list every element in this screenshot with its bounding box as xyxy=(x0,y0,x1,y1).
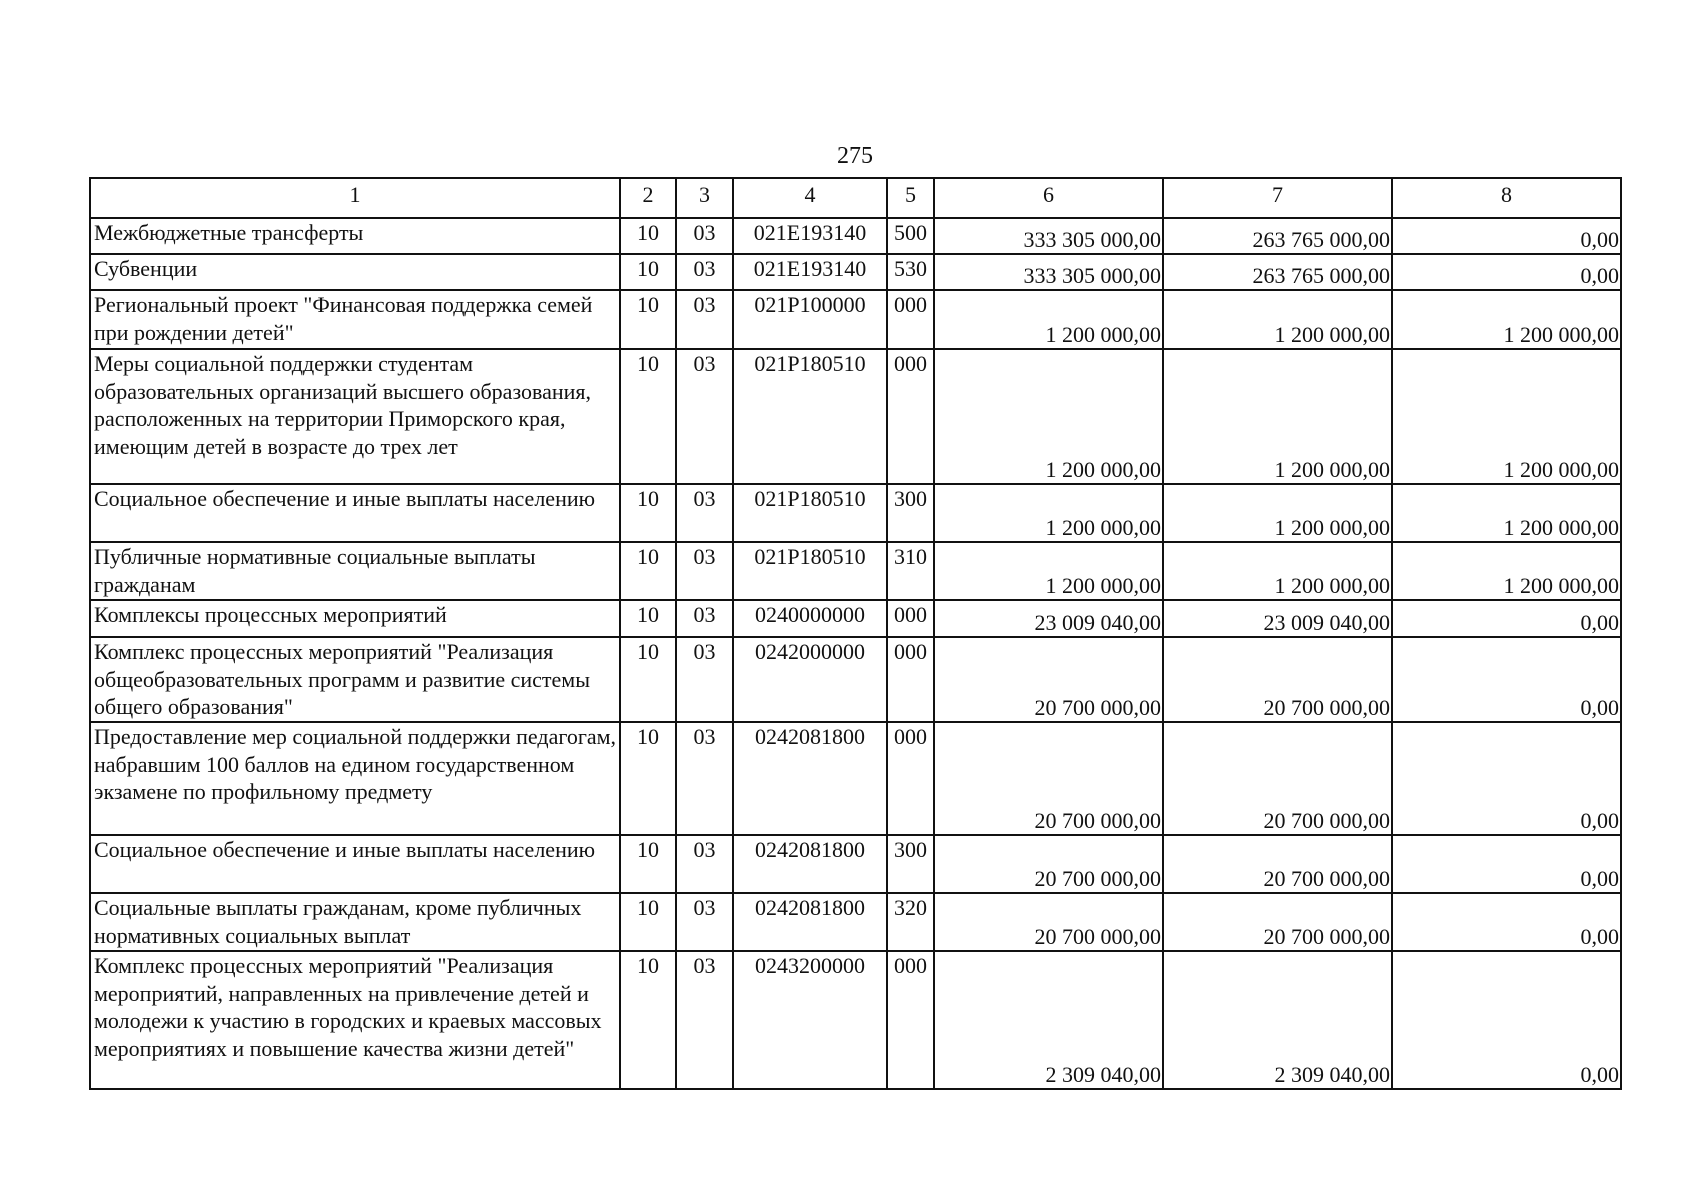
section-cell: 10 xyxy=(620,254,676,290)
table-row xyxy=(90,254,1621,290)
target-article-cell: 021P180510 xyxy=(733,484,887,542)
header-row xyxy=(90,178,1621,218)
section-cell: 10 xyxy=(620,542,676,600)
amount-cell: 20 700 000,00 xyxy=(1163,835,1392,893)
subsection-cell: 03 xyxy=(676,951,733,1089)
amount-cell: 0,00 xyxy=(1392,637,1621,722)
amount-cell: 0,00 xyxy=(1392,893,1621,951)
amount-cell: 20 700 000,00 xyxy=(1163,637,1392,722)
amount-cell: 20 700 000,00 xyxy=(934,835,1163,893)
row-name-cell: Субвенции xyxy=(90,254,620,290)
budget-table xyxy=(89,177,1622,1090)
header-cell: 7 xyxy=(1163,178,1392,218)
section-cell: 10 xyxy=(620,835,676,893)
expense-type-cell: 310 xyxy=(887,542,934,600)
target-article-cell: 021E193140 xyxy=(733,218,887,254)
amount-cell: 20 700 000,00 xyxy=(934,722,1163,835)
section-cell: 10 xyxy=(620,349,676,484)
header-cell: 8 xyxy=(1392,178,1621,218)
header-cell: 6 xyxy=(934,178,1163,218)
target-article-cell: 021P100000 xyxy=(733,290,887,349)
amount-cell: 1 200 000,00 xyxy=(1163,290,1392,349)
table-row xyxy=(90,218,1621,254)
amount-cell: 1 200 000,00 xyxy=(934,290,1163,349)
row-name-cell: Социальные выплаты гражданам, кроме публичных нормативных социальных выплат xyxy=(90,893,620,951)
target-article-cell: 021P180510 xyxy=(733,349,887,484)
row-name-cell: Социальное обеспечение и иные выплаты населению xyxy=(90,484,620,542)
table-row xyxy=(90,290,1621,349)
header-cell: 2 xyxy=(620,178,676,218)
amount-cell: 0,00 xyxy=(1392,951,1621,1089)
subsection-cell: 03 xyxy=(676,349,733,484)
expense-type-cell: 000 xyxy=(887,349,934,484)
section-cell: 10 xyxy=(620,484,676,542)
subsection-cell: 03 xyxy=(676,542,733,600)
target-article-cell: 0242081800 xyxy=(733,835,887,893)
amount-cell: 1 200 000,00 xyxy=(1392,349,1621,484)
row-name-cell: Межбюджетные трансферты xyxy=(90,218,620,254)
row-name-cell: Региональный проект "Финансовая поддержка семей при рождении детей" xyxy=(90,290,620,349)
table-row xyxy=(90,637,1621,722)
amount-cell: 0,00 xyxy=(1392,722,1621,835)
table-row xyxy=(90,722,1621,835)
expense-type-cell: 530 xyxy=(887,254,934,290)
expense-type-cell: 500 xyxy=(887,218,934,254)
amount-cell: 1 200 000,00 xyxy=(934,484,1163,542)
section-cell: 10 xyxy=(620,290,676,349)
subsection-cell: 03 xyxy=(676,600,733,637)
target-article-cell: 0242000000 xyxy=(733,637,887,722)
expense-type-cell: 000 xyxy=(887,637,934,722)
row-name-cell: Комплекс процессных мероприятий "Реализация общеобразовательных программ и развитие системы общего образования" xyxy=(90,637,620,722)
row-name-cell: Предоставление мер социальной поддержки педагогам, набравшим 100 баллов на едином государственном экзамене по профильному предмету xyxy=(90,722,620,835)
amount-cell: 20 700 000,00 xyxy=(934,893,1163,951)
target-article-cell: 0243200000 xyxy=(733,951,887,1089)
amount-cell: 1 200 000,00 xyxy=(1392,484,1621,542)
amount-cell: 20 700 000,00 xyxy=(1163,722,1392,835)
subsection-cell: 03 xyxy=(676,254,733,290)
amount-cell: 0,00 xyxy=(1392,600,1621,637)
page-number: 275 xyxy=(837,143,873,169)
section-cell: 10 xyxy=(620,951,676,1089)
subsection-cell: 03 xyxy=(676,218,733,254)
table-row xyxy=(90,484,1621,542)
amount-cell: 20 700 000,00 xyxy=(1163,893,1392,951)
table-row xyxy=(90,835,1621,893)
subsection-cell: 03 xyxy=(676,484,733,542)
amount-cell: 333 305 000,00 xyxy=(934,218,1163,254)
amount-cell: 2 309 040,00 xyxy=(1163,951,1392,1089)
expense-type-cell: 300 xyxy=(887,484,934,542)
amount-cell: 23 009 040,00 xyxy=(1163,600,1392,637)
amount-cell: 23 009 040,00 xyxy=(934,600,1163,637)
amount-cell: 1 200 000,00 xyxy=(1163,542,1392,600)
table-row xyxy=(90,349,1621,484)
expense-type-cell: 000 xyxy=(887,722,934,835)
header-cell: 3 xyxy=(676,178,733,218)
section-cell: 10 xyxy=(620,637,676,722)
amount-cell: 333 305 000,00 xyxy=(934,254,1163,290)
subsection-cell: 03 xyxy=(676,722,733,835)
table-row xyxy=(90,542,1621,600)
section-cell: 10 xyxy=(620,722,676,835)
subsection-cell: 03 xyxy=(676,893,733,951)
amount-cell: 263 765 000,00 xyxy=(1163,218,1392,254)
expense-type-cell: 000 xyxy=(887,290,934,349)
table-row xyxy=(90,600,1621,637)
expense-type-cell: 300 xyxy=(887,835,934,893)
amount-cell: 1 200 000,00 xyxy=(934,349,1163,484)
amount-cell: 263 765 000,00 xyxy=(1163,254,1392,290)
subsection-cell: 03 xyxy=(676,290,733,349)
header-cell: 1 xyxy=(90,178,620,218)
row-name-cell: Комплексы процессных мероприятий xyxy=(90,600,620,637)
subsection-cell: 03 xyxy=(676,835,733,893)
target-article-cell: 021E193140 xyxy=(733,254,887,290)
amount-cell: 0,00 xyxy=(1392,254,1621,290)
amount-cell: 20 700 000,00 xyxy=(934,637,1163,722)
section-cell: 10 xyxy=(620,218,676,254)
row-name-cell: Социальное обеспечение и иные выплаты населению xyxy=(90,835,620,893)
row-name-cell: Комплекс процессных мероприятий "Реализация мероприятий, направленных на привлечение детей и молодежи к участию в городских и краевых массовых мероприятиях и повышение качества жизни детей" xyxy=(90,951,620,1089)
amount-cell: 1 200 000,00 xyxy=(1163,484,1392,542)
expense-type-cell: 320 xyxy=(887,893,934,951)
amount-cell: 1 200 000,00 xyxy=(934,542,1163,600)
amount-cell: 0,00 xyxy=(1392,218,1621,254)
expense-type-cell: 000 xyxy=(887,600,934,637)
row-name-cell: Публичные нормативные социальные выплаты гражданам xyxy=(90,542,620,600)
header-cell: 4 xyxy=(733,178,887,218)
target-article-cell: 021P180510 xyxy=(733,542,887,600)
subsection-cell: 03 xyxy=(676,637,733,722)
amount-cell: 1 200 000,00 xyxy=(1163,349,1392,484)
target-article-cell: 0242081800 xyxy=(733,893,887,951)
amount-cell: 2 309 040,00 xyxy=(934,951,1163,1089)
table-row xyxy=(90,951,1621,1089)
target-article-cell: 0242081800 xyxy=(733,722,887,835)
header-cell: 5 xyxy=(887,178,934,218)
amount-cell: 1 200 000,00 xyxy=(1392,542,1621,600)
expense-type-cell: 000 xyxy=(887,951,934,1089)
amount-cell: 0,00 xyxy=(1392,835,1621,893)
row-name-cell: Меры социальной поддержки студентам образовательных организаций высшего образования, расположенных на территории Приморского края, имеющим детей в возрасте до трех лет xyxy=(90,349,620,484)
target-article-cell: 0240000000 xyxy=(733,600,887,637)
amount-cell: 1 200 000,00 xyxy=(1392,290,1621,349)
section-cell: 10 xyxy=(620,893,676,951)
table-row xyxy=(90,893,1621,951)
section-cell: 10 xyxy=(620,600,676,637)
